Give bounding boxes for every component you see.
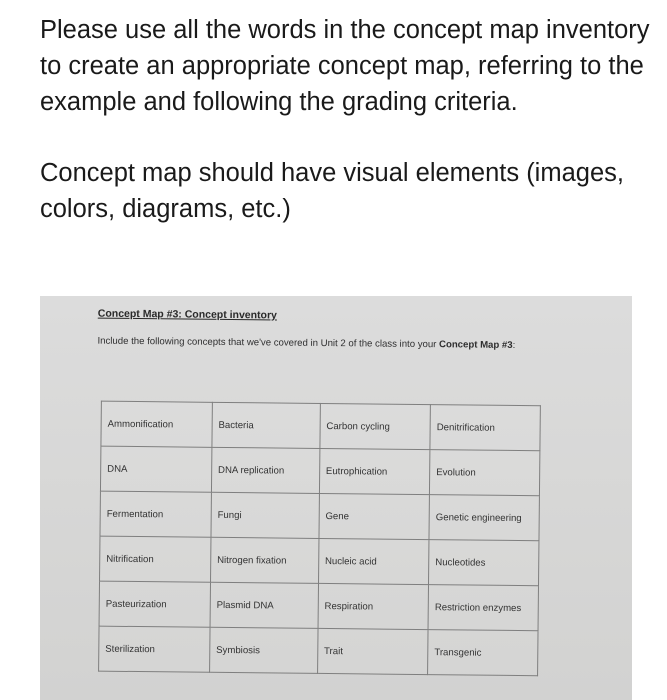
instruction-text: Include the following concepts that we've covered in Unit 2 of the class into your — [97, 335, 437, 351]
table-row — [99, 626, 538, 676]
table-cell: Transgenic — [428, 630, 538, 676]
table-cell: Pasteurization — [99, 581, 210, 627]
table-cell: Plasmid DNA — [210, 582, 318, 628]
question-paragraph-2: Concept map should have visual elements (images, colors, diagrams, etc.) — [40, 159, 624, 223]
table-cell: Nitrogen fixation — [210, 537, 318, 583]
table-row — [99, 581, 538, 631]
table-cell: Nucleic acid — [318, 538, 429, 584]
table-cell: Gene — [319, 493, 430, 539]
table-cell: Denitrification — [430, 405, 540, 451]
table-cell: DNA — [100, 446, 211, 492]
table-row — [101, 401, 540, 451]
table-cell: Ammonification — [101, 401, 212, 447]
table-cell: Nucleotides — [429, 540, 539, 586]
table-row — [100, 446, 539, 496]
document-instruction — [97, 335, 557, 353]
table-cell: Restriction enzymes — [428, 585, 538, 631]
table-cell: Fungi — [211, 492, 319, 538]
document-title: Concept Map #3: Concept inventory — [97, 307, 277, 322]
table-row — [100, 491, 539, 541]
attached-document-photo — [40, 296, 632, 700]
question-text — [40, 12, 650, 227]
table-row — [100, 536, 539, 586]
question-paragraph-1: Please use all the words in the concept map inventory to create an appropriate concept map, referring to the example and following the grading criteria. — [40, 16, 650, 116]
table-cell: Symbiosis — [209, 627, 317, 673]
concept-inventory-table — [98, 401, 541, 677]
table-cell: Evolution — [430, 450, 540, 496]
table-cell: Sterilization — [99, 626, 210, 672]
table-cell: Eutrophication — [319, 448, 430, 494]
table-cell: Carbon cycling — [320, 403, 431, 449]
table-cell: Trait — [317, 628, 428, 674]
table-cell: Respiration — [318, 583, 429, 629]
document-page — [40, 296, 632, 700]
table-cell: DNA replication — [211, 447, 319, 493]
instruction-suffix: : — [512, 339, 516, 351]
table-cell: Fermentation — [100, 491, 211, 537]
table-cell: Bacteria — [212, 402, 320, 448]
instruction-bold: Concept Map #3 — [439, 339, 513, 351]
table-cell: Nitrification — [100, 536, 211, 582]
table-cell: Genetic engineering — [429, 495, 539, 541]
